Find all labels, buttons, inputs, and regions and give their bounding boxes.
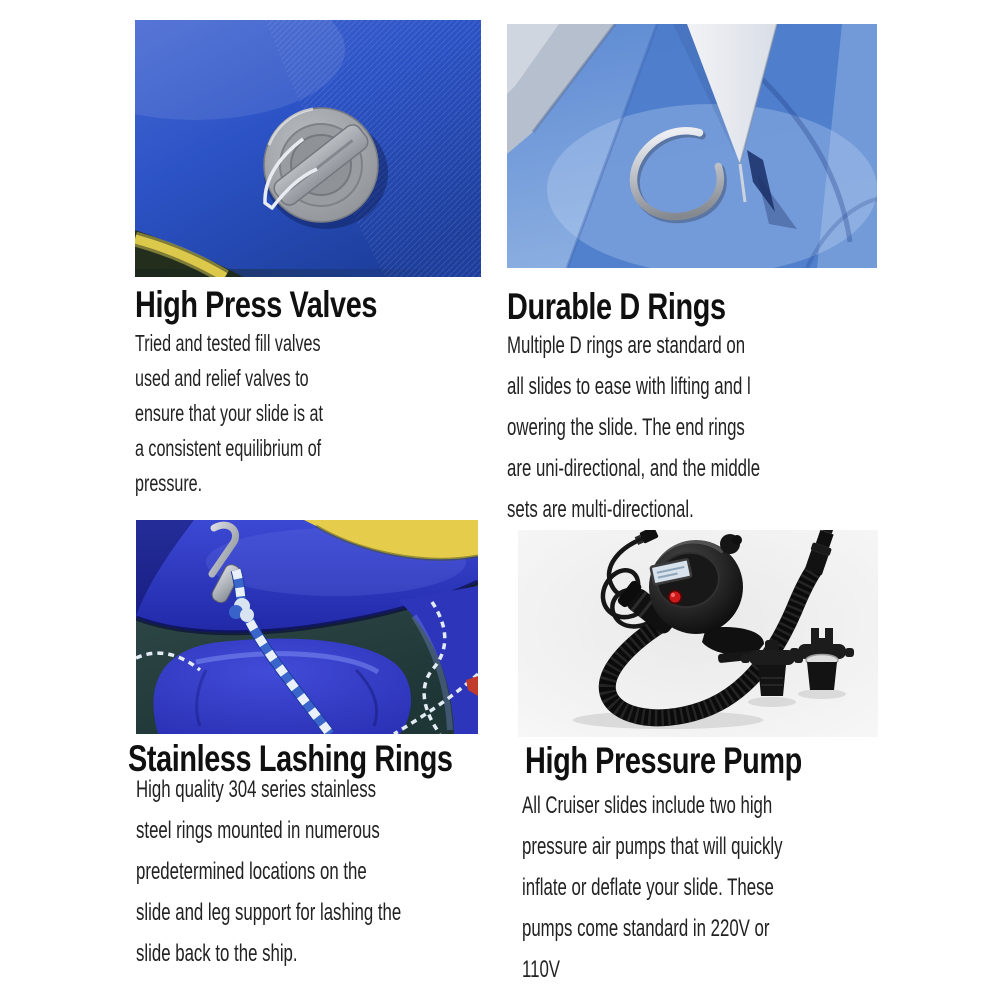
- body-line: slide back to the ship.: [136, 940, 298, 967]
- body-line: ensure that your slide is at: [135, 400, 323, 426]
- body-line: All Cruiser slides include two high: [522, 792, 773, 819]
- body-line: used and relief valves to: [135, 365, 309, 391]
- body-line: pumps come standard in 220V or: [522, 915, 770, 942]
- feature-body-valves: [135, 326, 481, 501]
- body-line: a consistent equilibrium of: [135, 435, 322, 461]
- valve-photo: [135, 20, 481, 277]
- body-line: inflate or deflate your slide. These: [522, 874, 774, 901]
- body-line: all slides to ease with lifting and l: [507, 373, 751, 400]
- feature-card-lashing-rings: [128, 520, 482, 974]
- body-line: Tried and tested fill valves: [135, 330, 321, 356]
- feature-body-d-rings: [507, 325, 877, 530]
- body-line: 110V: [522, 956, 560, 983]
- feature-title-d-rings: Durable D Rings: [507, 286, 726, 327]
- body-line: are uni-directional, and the middle: [507, 455, 761, 482]
- pump-photo: [518, 530, 878, 737]
- feature-body-pump: [522, 785, 878, 990]
- feature-title-lashing-rings: Stainless Lashing Rings: [128, 738, 453, 779]
- body-line: predetermined locations on the: [136, 858, 367, 885]
- body-line: slide and leg support for lashing the: [136, 899, 402, 926]
- feature-card-pump: [518, 530, 878, 990]
- feature-title-valves: High Press Valves: [135, 284, 378, 325]
- lashing-photo: [136, 520, 478, 734]
- body-line: sets are multi-directional.: [507, 496, 694, 523]
- feature-card-d-rings: [507, 24, 877, 530]
- feature-body-lashing-rings: [136, 769, 482, 974]
- body-line: steel rings mounted in numerous: [136, 817, 380, 844]
- power-button: [669, 591, 682, 604]
- body-line: pressure air pumps that will quickly: [522, 833, 783, 860]
- feature-card-valves: [135, 20, 481, 501]
- body-line: pressure.: [135, 470, 203, 496]
- body-line: High quality 304 series stainless: [136, 776, 376, 803]
- body-line: owering the slide. The end rings: [507, 414, 745, 441]
- d-ring-photo: [507, 24, 877, 268]
- body-line: Multiple D rings are standard on: [507, 332, 746, 359]
- feature-title-pump: High Pressure Pump: [525, 740, 802, 781]
